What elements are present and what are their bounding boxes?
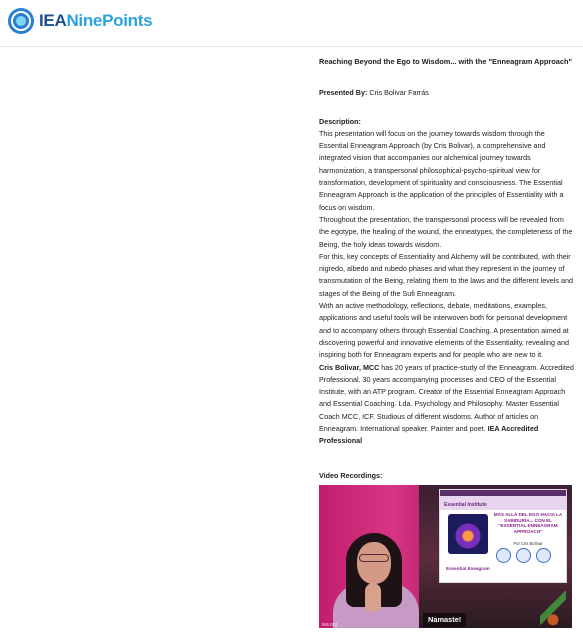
description-paragraph: With an active methodology, reflections, debate, meditations, examples, applications and useful tools will be interwoven both for personal development and to accompany others through Essential Coaching. A presentation aimed at discovering powerful and innovative elements of the Essentiality, revealing and inspiring both for Enneagram experts and for people who are new to it. [319, 301, 569, 360]
video-recordings-heading: Video Recordings: [319, 470, 383, 480]
slide-brand: Essential Institute [444, 501, 487, 508]
description-paragraph: For this, key concepts of Essentiality and Alchemy will be contributed, with their nigredo, albedo and rubedo phases and what they represent in the journey of transmutation of the Being, relating them to the laws and the different levels and stages of the Being of the Sufi Enneagram. [319, 251, 573, 298]
plant-decoration [540, 591, 566, 627]
site-logo[interactable] [8, 8, 152, 34]
video-caption: Namaste! [423, 613, 466, 627]
presenter-glasses [359, 554, 389, 562]
slide-footer-logo: Essential Eneagram [446, 565, 490, 571]
slide-byline: Por Cris Bolívar [513, 540, 543, 546]
slide-title: MÁS ALLÁ DEL EGO HACIA LA SABIDURÍA... CON EL "ESSENTIAL ENNEAGRAM APPROACH" [493, 511, 563, 534]
bio-accredited: IEA Accredited Professional [319, 424, 539, 446]
logo-text-part2: NinePoints [66, 11, 153, 30]
presenter-bio [319, 362, 574, 448]
certification-badge-icon [496, 548, 511, 563]
presenter-name: Cris Bolivar Farrás [369, 88, 429, 98]
slide-artwork-image [448, 514, 488, 554]
event-content [319, 56, 574, 628]
certification-badge-icon [516, 548, 531, 563]
description-paragraph: This presentation will focus on the journey towards wisdom through the Essential Enneagram Approach (by Cris Bolivar), a comprehensive and integrated vision that accompanies our alchemical journey towards harmonization, a transpersonal philosophical-psycho-spiritual view for transformation, development of spirituality and consciousness. The Essential Enneagram Approach is the application of the principles of Essentiality with a focus on wisdom. [319, 128, 564, 212]
logo-text [39, 11, 152, 31]
site-header [0, 0, 583, 47]
presenter-line [319, 87, 574, 99]
logo-text-part1: IEA [39, 11, 67, 30]
video-watermark: iea.org [322, 621, 338, 628]
logo-icon [8, 8, 34, 34]
event-title: Reaching Beyond the Ego to Wisdom... with the "Enneagram Approach" [319, 57, 573, 66]
presenter-hands [365, 583, 381, 611]
presented-by-label: Presented By: [319, 88, 368, 98]
description-paragraph: Throughout the presentation, the transpersonal process will be revealed from the egotype, the healing of the wound, the enneatypes, the completeness of the Being, the holy ideas towards wisdom. [319, 214, 573, 249]
video-player[interactable] [319, 485, 572, 628]
certification-badge-icon [536, 548, 551, 563]
bio-name: Cris Bolivar, MCC [319, 362, 380, 372]
bio-text: has 20 years of practice-study of the Enneagram. Accredited Professional. 30 years accompanying processes and CEO of the Essential Institute, with an ATP program. Creator of the Essential Enneagram Approach and Essential Coaching. Lda. Psychology and Philosophy. Master Essential Coach MCC, ICF. Studious of different wisdoms. Author of articles on Enneagram. International speaker. Painter and poet. [319, 362, 574, 434]
presenter-face [357, 542, 391, 584]
description-heading: Description: [319, 116, 361, 126]
shared-slide [439, 489, 567, 583]
